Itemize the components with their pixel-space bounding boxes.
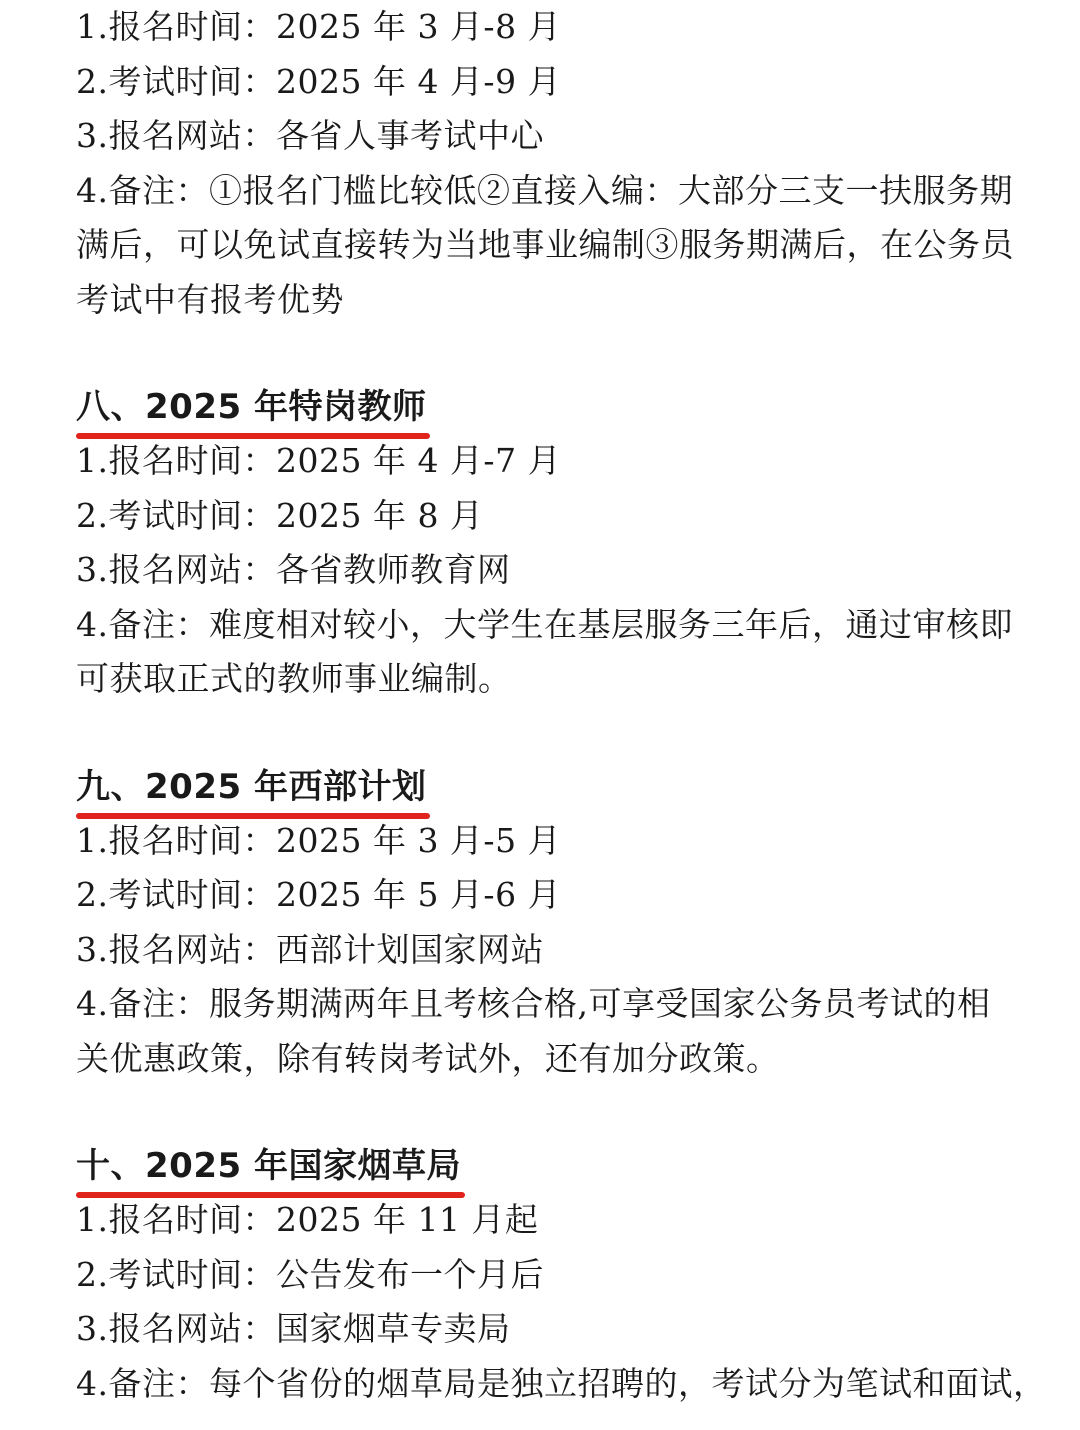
signup-site: 3.报名网站：国家烟草专卖局 (76, 1309, 511, 1348)
section-national-tobacco (76, 1139, 1047, 1411)
remarks: 4.备注：难度相对较小，大学生在基层服务三年后，通过审核即可获取正式的教师事业编制。 (76, 604, 1013, 698)
remarks: 4.备注：每个省份的烟草局是独立招聘的，考试分为笔试和面试， (76, 1363, 1047, 1403)
exam-time: 2.考试时间：2025 年 4 月-9 月 (76, 61, 562, 101)
exam-time: 2.考试时间：公告发布一个月后 (76, 1254, 544, 1294)
remarks: 4.备注：服务期满两年且考核合格,可享受国家公务员考试的相关优惠政策，除有转岗考试外，还有加分政策。 (76, 984, 991, 1078)
remarks: 4.备注：①报名门槛比较低②直接入编：大部分三支一扶服务期满后，可以免试直接转为当地事业编制③服务期满后，在公务员考试中有报考优势 (76, 170, 1014, 319)
document-body (76, 0, 1047, 1411)
heading-underline (76, 813, 430, 819)
heading-underline (76, 433, 430, 439)
section-sanzhi-yifu (76, 0, 1016, 327)
section-special-post-teacher (76, 380, 1016, 707)
signup-site: 3.报名网站：西部计划国家网站 (76, 929, 544, 969)
section-heading (76, 380, 430, 434)
signup-time: 1.报名时间：2025 年 11 月起 (76, 1200, 539, 1239)
section-western-plan (76, 760, 1016, 1087)
section-heading (76, 1139, 465, 1193)
section-heading-text: 八、2025 年特岗教师 (76, 387, 427, 427)
section-heading-text: 十、2025 年国家烟草局 (76, 1146, 461, 1186)
signup-site: 3.报名网站：各省教师教育网 (76, 550, 511, 589)
section-heading (76, 760, 430, 814)
exam-time: 2.考试时间：2025 年 5 月-6 月 (76, 875, 562, 914)
heading-underline (76, 1192, 465, 1198)
section-heading-text: 九、2025 年西部计划 (76, 766, 427, 807)
signup-time: 1.报名时间：2025 年 3 月-5 月 (76, 820, 562, 860)
signup-time: 1.报名时间：2025 年 3 月-8 月 (76, 7, 562, 46)
signup-site: 3.报名网站：各省人事考试中心 (76, 116, 544, 155)
signup-time: 1.报名时间：2025 年 4 月-7 月 (76, 441, 562, 480)
exam-time: 2.考试时间：2025 年 8 月 (76, 495, 484, 535)
